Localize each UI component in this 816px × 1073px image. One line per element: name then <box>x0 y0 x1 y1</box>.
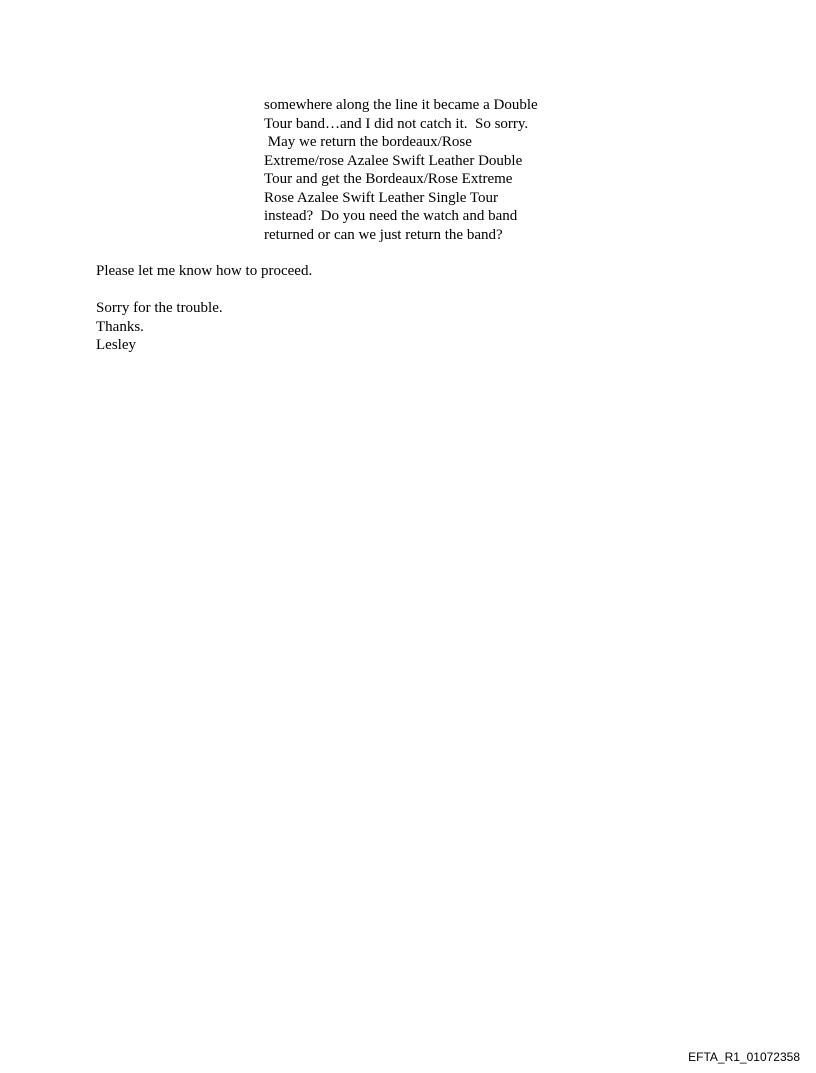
paragraph-line: Tour and get the Bordeaux/Rose Extreme <box>264 171 513 187</box>
closing-apology: Sorry for the trouble. <box>96 300 223 316</box>
paragraph-line: Tour band…and I did not catch it. So sorry. <box>264 115 529 132</box>
paragraph-line: Rose Azalee Swift Leather Single Tour <box>264 189 499 206</box>
paragraph-line: Extreme/rose Azalee Swift Leather Double <box>264 152 523 169</box>
closing-thanks: Thanks. <box>96 318 144 335</box>
closing-signature <box>96 299 223 355</box>
paragraph-line: returned or can we just return the band? <box>264 226 503 243</box>
proceed-request-text: Please let me know how to proceed. <box>96 263 313 279</box>
paragraph-line: somewhere along the line it became a Double <box>264 97 538 113</box>
document-id-footer: EFTA_R1_01072358 <box>688 1050 800 1064</box>
paragraph-line: instead? Do you need the watch and band <box>264 208 518 224</box>
indented-paragraph <box>264 96 564 244</box>
paragraph-line: May we return the bordeaux/Rose <box>264 134 472 150</box>
signature-name: Lesley <box>96 337 136 353</box>
